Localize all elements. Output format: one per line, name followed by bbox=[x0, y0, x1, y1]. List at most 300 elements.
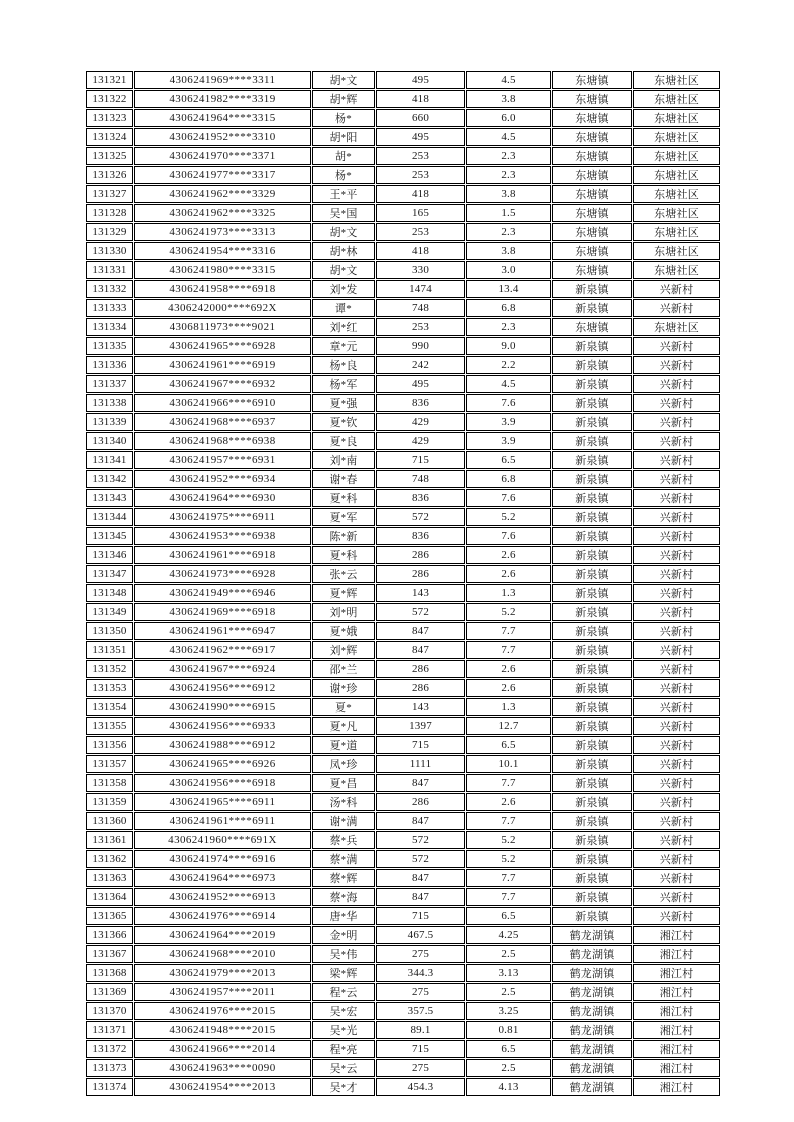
cell-id-number: 4306241966****2014 bbox=[134, 1040, 311, 1058]
cell-id-number: 4306241976****6914 bbox=[134, 907, 311, 925]
cell-village: 兴新村 bbox=[633, 869, 720, 887]
cell-row-number: 131367 bbox=[86, 945, 133, 963]
cell-id-number: 4306241952****3310 bbox=[134, 128, 311, 146]
cell-village: 兴新村 bbox=[633, 394, 720, 412]
cell-id-number: 4306811973****9021 bbox=[134, 318, 311, 336]
cell-id-number: 4306242000****692X bbox=[134, 299, 311, 317]
cell-rate: 6.8 bbox=[466, 299, 551, 317]
cell-rate: 12.7 bbox=[466, 717, 551, 735]
cell-rate: 6.8 bbox=[466, 470, 551, 488]
cell-amount: 454.3 bbox=[376, 1078, 465, 1096]
cell-masked-name: 唐*华 bbox=[312, 907, 375, 925]
cell-id-number: 4306241964****6930 bbox=[134, 489, 311, 507]
cell-rate: 1.3 bbox=[466, 698, 551, 716]
table-row bbox=[86, 90, 720, 108]
cell-id-number: 4306241961****6918 bbox=[134, 546, 311, 564]
cell-village: 兴新村 bbox=[633, 565, 720, 583]
cell-id-number: 4306241958****6918 bbox=[134, 280, 311, 298]
cell-town: 鹤龙湖镇 bbox=[552, 1059, 632, 1077]
cell-village: 兴新村 bbox=[633, 679, 720, 697]
cell-masked-name: 吴*云 bbox=[312, 1059, 375, 1077]
cell-rate: 4.25 bbox=[466, 926, 551, 944]
cell-id-number: 4306241965****6911 bbox=[134, 793, 311, 811]
cell-row-number: 131328 bbox=[86, 204, 133, 222]
cell-row-number: 131374 bbox=[86, 1078, 133, 1096]
cell-amount: 275 bbox=[376, 945, 465, 963]
cell-rate: 3.9 bbox=[466, 432, 551, 450]
cell-masked-name: 章*元 bbox=[312, 337, 375, 355]
cell-id-number: 4306241982****3319 bbox=[134, 90, 311, 108]
cell-village: 东塘社区 bbox=[633, 109, 720, 127]
cell-amount: 495 bbox=[376, 128, 465, 146]
table-row bbox=[86, 964, 720, 982]
cell-town: 新泉镇 bbox=[552, 660, 632, 678]
cell-masked-name: 胡* bbox=[312, 147, 375, 165]
cell-rate: 7.7 bbox=[466, 812, 551, 830]
cell-id-number: 4306241954****2013 bbox=[134, 1078, 311, 1096]
cell-masked-name: 夏*娥 bbox=[312, 622, 375, 640]
cell-village: 兴新村 bbox=[633, 451, 720, 469]
cell-row-number: 131361 bbox=[86, 831, 133, 849]
cell-town: 新泉镇 bbox=[552, 641, 632, 659]
cell-rate: 7.6 bbox=[466, 489, 551, 507]
cell-masked-name: 蔡*满 bbox=[312, 850, 375, 868]
cell-masked-name: 夏*昌 bbox=[312, 774, 375, 792]
cell-rate: 6.5 bbox=[466, 736, 551, 754]
cell-row-number: 131373 bbox=[86, 1059, 133, 1077]
cell-masked-name: 杨* bbox=[312, 166, 375, 184]
cell-town: 新泉镇 bbox=[552, 603, 632, 621]
cell-amount: 847 bbox=[376, 622, 465, 640]
cell-amount: 715 bbox=[376, 1040, 465, 1058]
cell-id-number: 4306241957****6931 bbox=[134, 451, 311, 469]
cell-row-number: 131363 bbox=[86, 869, 133, 887]
cell-masked-name: 蔡*海 bbox=[312, 888, 375, 906]
cell-town: 东塘镇 bbox=[552, 90, 632, 108]
cell-row-number: 131358 bbox=[86, 774, 133, 792]
table-row bbox=[86, 603, 720, 621]
cell-village: 东塘社区 bbox=[633, 147, 720, 165]
table-row bbox=[86, 318, 720, 336]
table-row bbox=[86, 774, 720, 792]
cell-village: 东塘社区 bbox=[633, 166, 720, 184]
cell-village: 兴新村 bbox=[633, 793, 720, 811]
cell-amount: 847 bbox=[376, 774, 465, 792]
cell-amount: 715 bbox=[376, 736, 465, 754]
cell-town: 新泉镇 bbox=[552, 698, 632, 716]
cell-town: 东塘镇 bbox=[552, 147, 632, 165]
cell-amount: 253 bbox=[376, 318, 465, 336]
table-row bbox=[86, 432, 720, 450]
cell-row-number: 131349 bbox=[86, 603, 133, 621]
cell-id-number: 4306241969****6918 bbox=[134, 603, 311, 621]
table-row bbox=[86, 375, 720, 393]
cell-row-number: 131324 bbox=[86, 128, 133, 146]
table-row bbox=[86, 394, 720, 412]
cell-row-number: 131346 bbox=[86, 546, 133, 564]
cell-row-number: 131345 bbox=[86, 527, 133, 545]
cell-town: 鹤龙湖镇 bbox=[552, 1021, 632, 1039]
table-row bbox=[86, 71, 720, 89]
cell-amount: 847 bbox=[376, 869, 465, 887]
cell-rate: 3.8 bbox=[466, 90, 551, 108]
cell-masked-name: 金*明 bbox=[312, 926, 375, 944]
cell-masked-name: 谢*珍 bbox=[312, 679, 375, 697]
table-row bbox=[86, 1021, 720, 1039]
cell-masked-name: 程*云 bbox=[312, 983, 375, 1001]
table-row bbox=[86, 679, 720, 697]
cell-village: 兴新村 bbox=[633, 584, 720, 602]
cell-id-number: 4306241963****0090 bbox=[134, 1059, 311, 1077]
cell-masked-name: 夏* bbox=[312, 698, 375, 716]
cell-row-number: 131321 bbox=[86, 71, 133, 89]
cell-amount: 429 bbox=[376, 432, 465, 450]
cell-masked-name: 张*云 bbox=[312, 565, 375, 583]
cell-rate: 3.13 bbox=[466, 964, 551, 982]
cell-amount: 715 bbox=[376, 451, 465, 469]
cell-rate: 6.5 bbox=[466, 907, 551, 925]
cell-rate: 5.2 bbox=[466, 603, 551, 621]
cell-masked-name: 胡*林 bbox=[312, 242, 375, 260]
cell-rate: 2.6 bbox=[466, 793, 551, 811]
cell-rate: 7.7 bbox=[466, 869, 551, 887]
cell-village: 兴新村 bbox=[633, 470, 720, 488]
cell-rate: 13.4 bbox=[466, 280, 551, 298]
table-row bbox=[86, 242, 720, 260]
cell-row-number: 131351 bbox=[86, 641, 133, 659]
cell-amount: 495 bbox=[376, 71, 465, 89]
cell-row-number: 131336 bbox=[86, 356, 133, 374]
cell-row-number: 131369 bbox=[86, 983, 133, 1001]
cell-id-number: 4306241962****3329 bbox=[134, 185, 311, 203]
table-row bbox=[86, 736, 720, 754]
cell-town: 新泉镇 bbox=[552, 812, 632, 830]
cell-town: 新泉镇 bbox=[552, 736, 632, 754]
cell-row-number: 131370 bbox=[86, 1002, 133, 1020]
cell-id-number: 4306241962****3325 bbox=[134, 204, 311, 222]
cell-id-number: 4306241962****6917 bbox=[134, 641, 311, 659]
cell-masked-name: 夏*道 bbox=[312, 736, 375, 754]
cell-amount: 418 bbox=[376, 185, 465, 203]
table-row bbox=[86, 888, 720, 906]
table-row bbox=[86, 204, 720, 222]
cell-rate: 4.5 bbox=[466, 128, 551, 146]
cell-rate: 0.81 bbox=[466, 1021, 551, 1039]
cell-town: 新泉镇 bbox=[552, 679, 632, 697]
cell-rate: 5.2 bbox=[466, 508, 551, 526]
cell-town: 鹤龙湖镇 bbox=[552, 1002, 632, 1020]
table-row bbox=[86, 622, 720, 640]
cell-village: 湘江村 bbox=[633, 1059, 720, 1077]
cell-town: 新泉镇 bbox=[552, 394, 632, 412]
cell-rate: 4.5 bbox=[466, 375, 551, 393]
cell-row-number: 131371 bbox=[86, 1021, 133, 1039]
cell-town: 鹤龙湖镇 bbox=[552, 1040, 632, 1058]
cell-masked-name: 杨*军 bbox=[312, 375, 375, 393]
cell-town: 新泉镇 bbox=[552, 622, 632, 640]
cell-masked-name: 陈*新 bbox=[312, 527, 375, 545]
cell-town: 鹤龙湖镇 bbox=[552, 964, 632, 982]
cell-row-number: 131352 bbox=[86, 660, 133, 678]
cell-rate: 2.3 bbox=[466, 318, 551, 336]
cell-rate: 3.9 bbox=[466, 413, 551, 431]
cell-village: 兴新村 bbox=[633, 698, 720, 716]
cell-village: 兴新村 bbox=[633, 356, 720, 374]
cell-village: 兴新村 bbox=[633, 660, 720, 678]
cell-rate: 7.6 bbox=[466, 527, 551, 545]
cell-village: 湘江村 bbox=[633, 926, 720, 944]
table-row bbox=[86, 584, 720, 602]
cell-row-number: 131362 bbox=[86, 850, 133, 868]
cell-town: 东塘镇 bbox=[552, 204, 632, 222]
cell-id-number: 4306241990****6915 bbox=[134, 698, 311, 716]
cell-town: 新泉镇 bbox=[552, 299, 632, 317]
cell-rate: 2.6 bbox=[466, 546, 551, 564]
cell-village: 兴新村 bbox=[633, 641, 720, 659]
cell-row-number: 131326 bbox=[86, 166, 133, 184]
table-row bbox=[86, 223, 720, 241]
cell-amount: 836 bbox=[376, 527, 465, 545]
cell-village: 东塘社区 bbox=[633, 128, 720, 146]
cell-id-number: 4306241953****6938 bbox=[134, 527, 311, 545]
cell-town: 新泉镇 bbox=[552, 831, 632, 849]
cell-row-number: 131359 bbox=[86, 793, 133, 811]
cell-town: 新泉镇 bbox=[552, 850, 632, 868]
cell-village: 湘江村 bbox=[633, 1078, 720, 1096]
cell-row-number: 131372 bbox=[86, 1040, 133, 1058]
table-row bbox=[86, 926, 720, 944]
cell-id-number: 4306241969****3311 bbox=[134, 71, 311, 89]
cell-village: 东塘社区 bbox=[633, 71, 720, 89]
cell-town: 新泉镇 bbox=[552, 280, 632, 298]
cell-masked-name: 吴*伟 bbox=[312, 945, 375, 963]
cell-row-number: 131334 bbox=[86, 318, 133, 336]
cell-rate: 5.2 bbox=[466, 831, 551, 849]
table-row bbox=[86, 717, 720, 735]
cell-id-number: 4306241948****2015 bbox=[134, 1021, 311, 1039]
cell-town: 东塘镇 bbox=[552, 71, 632, 89]
cell-village: 湘江村 bbox=[633, 1040, 720, 1058]
cell-row-number: 131354 bbox=[86, 698, 133, 716]
cell-id-number: 4306241974****6916 bbox=[134, 850, 311, 868]
cell-amount: 418 bbox=[376, 90, 465, 108]
cell-id-number: 4306241961****6911 bbox=[134, 812, 311, 830]
cell-row-number: 131357 bbox=[86, 755, 133, 773]
cell-rate: 7.7 bbox=[466, 641, 551, 659]
cell-town: 新泉镇 bbox=[552, 755, 632, 773]
cell-rate: 7.7 bbox=[466, 888, 551, 906]
cell-village: 兴新村 bbox=[633, 812, 720, 830]
cell-row-number: 131348 bbox=[86, 584, 133, 602]
cell-village: 兴新村 bbox=[633, 622, 720, 640]
cell-masked-name: 夏*科 bbox=[312, 489, 375, 507]
cell-amount: 286 bbox=[376, 793, 465, 811]
cell-masked-name: 胡*文 bbox=[312, 223, 375, 241]
cell-rate: 1.3 bbox=[466, 584, 551, 602]
table-row bbox=[86, 660, 720, 678]
cell-amount: 286 bbox=[376, 565, 465, 583]
cell-row-number: 131323 bbox=[86, 109, 133, 127]
cell-id-number: 4306241966****6910 bbox=[134, 394, 311, 412]
table-row bbox=[86, 945, 720, 963]
cell-id-number: 4306241973****6928 bbox=[134, 565, 311, 583]
cell-row-number: 131338 bbox=[86, 394, 133, 412]
cell-amount: 715 bbox=[376, 907, 465, 925]
cell-masked-name: 凤*珍 bbox=[312, 755, 375, 773]
cell-masked-name: 夏*辉 bbox=[312, 584, 375, 602]
cell-village: 东塘社区 bbox=[633, 261, 720, 279]
cell-town: 鹤龙湖镇 bbox=[552, 983, 632, 1001]
cell-rate: 3.25 bbox=[466, 1002, 551, 1020]
cell-town: 东塘镇 bbox=[552, 261, 632, 279]
cell-rate: 3.8 bbox=[466, 185, 551, 203]
cell-rate: 7.7 bbox=[466, 774, 551, 792]
cell-masked-name: 夏*军 bbox=[312, 508, 375, 526]
table-row bbox=[86, 261, 720, 279]
cell-masked-name: 蔡*辉 bbox=[312, 869, 375, 887]
cell-village: 兴新村 bbox=[633, 603, 720, 621]
cell-town: 新泉镇 bbox=[552, 413, 632, 431]
cell-amount: 143 bbox=[376, 584, 465, 602]
cell-village: 兴新村 bbox=[633, 375, 720, 393]
cell-id-number: 4306241961****6947 bbox=[134, 622, 311, 640]
cell-village: 东塘社区 bbox=[633, 204, 720, 222]
cell-village: 兴新村 bbox=[633, 546, 720, 564]
cell-town: 新泉镇 bbox=[552, 717, 632, 735]
cell-town: 新泉镇 bbox=[552, 546, 632, 564]
cell-row-number: 131366 bbox=[86, 926, 133, 944]
cell-town: 新泉镇 bbox=[552, 470, 632, 488]
table-row bbox=[86, 793, 720, 811]
cell-village: 兴新村 bbox=[633, 489, 720, 507]
table-row bbox=[86, 527, 720, 545]
cell-id-number: 4306241968****6937 bbox=[134, 413, 311, 431]
cell-rate: 4.13 bbox=[466, 1078, 551, 1096]
cell-id-number: 4306241964****3315 bbox=[134, 109, 311, 127]
cell-id-number: 4306241975****6911 bbox=[134, 508, 311, 526]
cell-id-number: 4306241954****3316 bbox=[134, 242, 311, 260]
cell-village: 兴新村 bbox=[633, 508, 720, 526]
cell-row-number: 131355 bbox=[86, 717, 133, 735]
cell-masked-name: 刘*南 bbox=[312, 451, 375, 469]
cell-town: 新泉镇 bbox=[552, 451, 632, 469]
cell-id-number: 4306241979****2013 bbox=[134, 964, 311, 982]
cell-town: 新泉镇 bbox=[552, 774, 632, 792]
table-row bbox=[86, 907, 720, 925]
cell-town: 新泉镇 bbox=[552, 527, 632, 545]
cell-town: 新泉镇 bbox=[552, 508, 632, 526]
cell-masked-name: 吴*宏 bbox=[312, 1002, 375, 1020]
cell-id-number: 4306241973****3313 bbox=[134, 223, 311, 241]
cell-village: 兴新村 bbox=[633, 755, 720, 773]
cell-id-number: 4306241967****6924 bbox=[134, 660, 311, 678]
cell-amount: 847 bbox=[376, 888, 465, 906]
cell-row-number: 131331 bbox=[86, 261, 133, 279]
cell-village: 兴新村 bbox=[633, 850, 720, 868]
cell-id-number: 4306241961****6919 bbox=[134, 356, 311, 374]
cell-masked-name: 王*平 bbox=[312, 185, 375, 203]
table-row bbox=[86, 337, 720, 355]
cell-town: 新泉镇 bbox=[552, 337, 632, 355]
cell-rate: 6.5 bbox=[466, 451, 551, 469]
cell-town: 新泉镇 bbox=[552, 565, 632, 583]
cell-row-number: 131335 bbox=[86, 337, 133, 355]
table-row bbox=[86, 166, 720, 184]
cell-village: 湘江村 bbox=[633, 983, 720, 1001]
cell-amount: 275 bbox=[376, 1059, 465, 1077]
cell-town: 东塘镇 bbox=[552, 109, 632, 127]
cell-id-number: 4306241956****6912 bbox=[134, 679, 311, 697]
cell-masked-name: 刘*辉 bbox=[312, 641, 375, 659]
cell-masked-name: 刘*发 bbox=[312, 280, 375, 298]
cell-masked-name: 夏*强 bbox=[312, 394, 375, 412]
cell-amount: 418 bbox=[376, 242, 465, 260]
cell-rate: 3.8 bbox=[466, 242, 551, 260]
cell-row-number: 131330 bbox=[86, 242, 133, 260]
table-row bbox=[86, 489, 720, 507]
cell-amount: 429 bbox=[376, 413, 465, 431]
cell-village: 东塘社区 bbox=[633, 185, 720, 203]
cell-masked-name: 谭* bbox=[312, 299, 375, 317]
table-row bbox=[86, 850, 720, 868]
cell-row-number: 131360 bbox=[86, 812, 133, 830]
table-row bbox=[86, 413, 720, 431]
table-row bbox=[86, 299, 720, 317]
cell-town: 新泉镇 bbox=[552, 432, 632, 450]
cell-village: 兴新村 bbox=[633, 299, 720, 317]
cell-village: 湘江村 bbox=[633, 1002, 720, 1020]
cell-amount: 748 bbox=[376, 470, 465, 488]
cell-town: 鹤龙湖镇 bbox=[552, 945, 632, 963]
table-row bbox=[86, 451, 720, 469]
cell-amount: 286 bbox=[376, 660, 465, 678]
cell-amount: 89.1 bbox=[376, 1021, 465, 1039]
table-row bbox=[86, 470, 720, 488]
cell-amount: 572 bbox=[376, 508, 465, 526]
cell-town: 东塘镇 bbox=[552, 166, 632, 184]
cell-amount: 467.5 bbox=[376, 926, 465, 944]
table-row bbox=[86, 812, 720, 830]
cell-id-number: 4306241949****6946 bbox=[134, 584, 311, 602]
table-row bbox=[86, 508, 720, 526]
cell-rate: 6.5 bbox=[466, 1040, 551, 1058]
cell-village: 兴新村 bbox=[633, 527, 720, 545]
cell-id-number: 4306241956****6933 bbox=[134, 717, 311, 735]
cell-amount: 253 bbox=[376, 166, 465, 184]
table-row bbox=[86, 1059, 720, 1077]
cell-amount: 836 bbox=[376, 394, 465, 412]
cell-row-number: 131344 bbox=[86, 508, 133, 526]
cell-masked-name: 夏*钦 bbox=[312, 413, 375, 431]
cell-masked-name: 夏*良 bbox=[312, 432, 375, 450]
cell-masked-name: 谢*春 bbox=[312, 470, 375, 488]
cell-rate: 2.5 bbox=[466, 983, 551, 1001]
cell-id-number: 4306241980****3315 bbox=[134, 261, 311, 279]
cell-village: 东塘社区 bbox=[633, 223, 720, 241]
cell-village: 兴新村 bbox=[633, 907, 720, 925]
cell-amount: 286 bbox=[376, 546, 465, 564]
cell-village: 兴新村 bbox=[633, 432, 720, 450]
table-row bbox=[86, 546, 720, 564]
table-row bbox=[86, 755, 720, 773]
cell-masked-name: 吴*光 bbox=[312, 1021, 375, 1039]
cell-town: 新泉镇 bbox=[552, 356, 632, 374]
cell-row-number: 131322 bbox=[86, 90, 133, 108]
cell-masked-name: 夏*凡 bbox=[312, 717, 375, 735]
cell-id-number: 4306241952****6934 bbox=[134, 470, 311, 488]
cell-amount: 660 bbox=[376, 109, 465, 127]
cell-masked-name: 蔡*兵 bbox=[312, 831, 375, 849]
